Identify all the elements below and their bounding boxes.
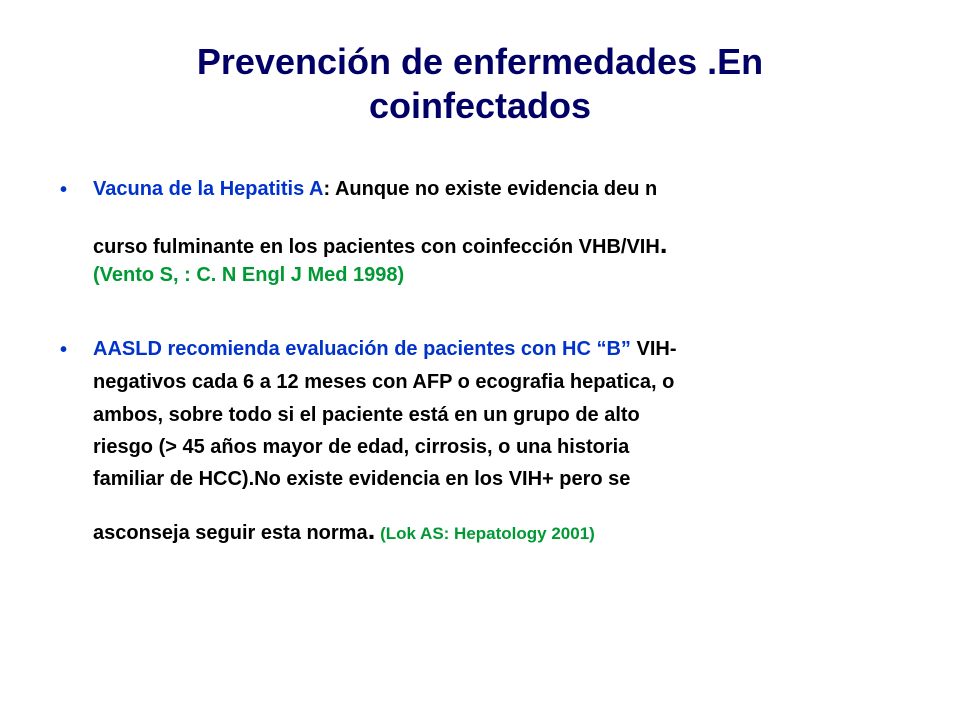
bullet2-line-3 [93,404,640,427]
bullet2-line-6 [93,514,595,546]
aasld-text-3: ambos, sobre todo si el paciente está en un grupo de alto [93,404,640,426]
aasld-text-6: asconseja seguir esta norma [93,522,368,544]
bullet2-line-1 [93,338,676,361]
citation-lok: (Lok AS: Hepatology 2001) [375,524,595,543]
bullet1-line-1 [93,178,657,201]
bullet1-line-2 [93,228,668,260]
aasld-text-1-black: VIH- [630,338,677,360]
bullet1-line-3 [93,264,404,287]
bullet2-line-4 [93,436,629,459]
aasld-text-1: AASLD recomienda evaluación de pacientes con HC “B” [93,338,631,360]
aasld-period: . [367,514,376,545]
aasld-text-5-black: No existe evidencia en los VIH+ pero se [254,468,631,490]
slide-title [60,40,900,128]
vaccine-text-1: Aunque no existe evidencia deu n [330,178,658,200]
vaccine-colon: : [323,178,331,200]
citation-vento: (Vento S, : C. N Engl J Med 1998) [93,264,405,286]
bullet2-line-2 [93,371,674,394]
bullet-marker: • [60,339,68,361]
bullet-marker: • [60,179,68,201]
title-line-1: Prevención de enfermedades .En [196,41,764,82]
vaccine-text-2: curso fulminante en los pacientes con coinfección VHB/VIH [93,236,660,258]
aasld-text-4: riesgo (> 45 años mayor de edad, cirrosis, o una historia [93,436,630,458]
title-line-2: coinfectados [368,85,592,126]
vaccine-label: Vacuna de la Hepatitis A [93,178,324,200]
aasld-text-2: negativos cada 6 a 12 meses con AFP o ecografia hepatica, o [93,371,675,393]
vaccine-period: . [659,228,668,259]
bullet2-line-5 [93,468,630,491]
aasld-text-5: familiar de HCC). [93,468,255,490]
